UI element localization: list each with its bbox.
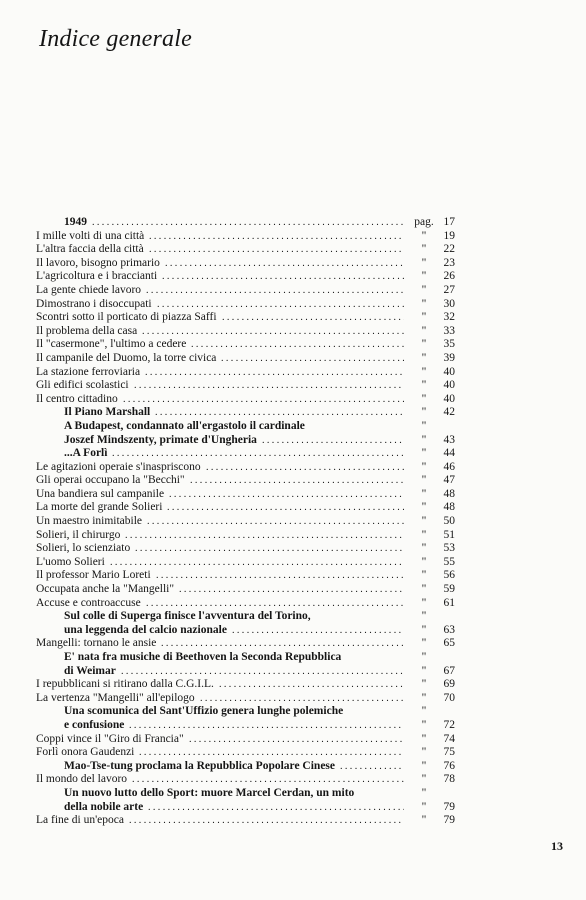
dot-leader (206, 461, 404, 475)
toc-entry-title: Joszef Mindszenty, primate d'Ungheria (64, 433, 257, 446)
ditto-mark: " (421, 283, 427, 296)
toc-entry-page: 39 (443, 351, 455, 364)
table-of-contents (36, 216, 456, 828)
toc-entry (36, 746, 456, 760)
toc-entry (36, 651, 456, 665)
dot-leader (145, 366, 404, 380)
ditto-mark: " (421, 338, 427, 351)
toc-entry-page: 19 (443, 229, 455, 242)
toc-entry-title: Le agitazioni operaie s'inaspriscono (36, 460, 201, 473)
dot-leader (147, 515, 404, 529)
ditto-mark: " (421, 555, 427, 568)
dot-leader (219, 678, 404, 692)
dot-leader (129, 814, 404, 828)
toc-entry-page: 65 (443, 637, 455, 650)
toc-entry-page: 40 (443, 392, 455, 405)
toc-entry-page: 46 (443, 460, 455, 473)
dot-leader (148, 801, 404, 815)
toc-entry (36, 733, 456, 747)
ditto-mark: " (421, 623, 427, 636)
toc-entry (36, 610, 456, 624)
dot-leader (121, 665, 404, 679)
toc-entry-page: 59 (443, 583, 455, 596)
toc-entry (36, 406, 456, 420)
dot-leader (232, 624, 404, 638)
toc-entry-page: 76 (443, 759, 455, 772)
ditto-mark: " (421, 270, 427, 283)
toc-entry-title: Accuse e controaccuse (36, 596, 141, 609)
toc-entry (36, 678, 456, 692)
ditto-mark: " (421, 365, 427, 378)
ditto-mark: " (421, 256, 427, 269)
toc-entry-page: 69 (443, 678, 455, 691)
dot-leader (123, 393, 404, 407)
toc-entry (36, 814, 456, 828)
toc-entry-title: Il Piano Marshall (64, 406, 151, 419)
toc-entry-title: L'uomo Solieri (36, 555, 105, 568)
ditto-mark: " (421, 528, 427, 541)
ditto-mark: " (421, 664, 427, 677)
ditto-mark: " (421, 460, 427, 473)
ditto-mark: " (421, 583, 427, 596)
toc-entry (36, 257, 456, 271)
toc-entry-title: Una scomunica del Sant'Uffizio genera lunghe polemiche (64, 705, 344, 718)
toc-entry-page: 27 (443, 283, 455, 296)
toc-entry (36, 556, 456, 570)
ditto-mark: " (421, 746, 427, 759)
toc-entry-title: Occupata anche la "Mangelli" (36, 583, 175, 596)
dot-leader (157, 298, 404, 312)
toc-entry-title: Il professor Mario Loreti (36, 569, 151, 582)
toc-entry (36, 597, 456, 611)
toc-entry-page: 67 (443, 664, 455, 677)
toc-entry-title: Scontri sotto il porticato di piazza Saffi (36, 311, 217, 324)
toc-entry (36, 583, 456, 597)
toc-entry (36, 542, 456, 556)
toc-entry (36, 352, 456, 366)
toc-entry-title: Il "casermone", l'ultimo a cedere (36, 338, 187, 351)
toc-entry-page: 51 (443, 528, 455, 541)
toc-entry (36, 665, 456, 679)
toc-entry-title: L'altra faccia della città (36, 243, 144, 256)
ditto-mark: " (421, 691, 427, 704)
ditto-mark: " (421, 800, 427, 813)
toc-entry-title: Gli operai occupano la "Becchi" (36, 474, 185, 487)
toc-entry-page: 53 (443, 542, 455, 555)
toc-entry (36, 420, 456, 434)
toc-entry-page: 75 (443, 746, 455, 759)
ditto-mark: " (421, 433, 427, 446)
toc-entry (36, 311, 456, 325)
toc-entry-page: 32 (443, 311, 455, 324)
ditto-mark: " (421, 569, 427, 582)
toc-entry-title: Il problema della casa (36, 324, 138, 337)
ditto-mark: " (421, 773, 427, 786)
dot-leader (129, 719, 404, 733)
toc-entry (36, 488, 456, 502)
dot-leader (110, 556, 404, 570)
ditto-mark: " (421, 311, 427, 324)
toc-entry-title: Un nuovo lutto dello Sport: muore Marcel Cerdan, un mito (64, 786, 355, 799)
toc-entry-title: Dimostrano i disoccupati (36, 297, 152, 310)
toc-entry-title: una leggenda del calcio nazionale (64, 623, 227, 636)
toc-entry-page: 30 (443, 297, 455, 310)
toc-entry (36, 787, 456, 801)
toc-entry (36, 529, 456, 543)
dot-leader (179, 583, 404, 597)
ditto-mark: " (421, 732, 427, 745)
toc-entry-title: Il centro cittadino (36, 392, 118, 405)
toc-entry (36, 366, 456, 380)
dot-leader (156, 569, 404, 583)
dot-leader (135, 542, 404, 556)
ditto-mark: " (421, 351, 427, 364)
toc-entry (36, 338, 456, 352)
toc-entry-page: 56 (443, 569, 455, 582)
toc-entry (36, 719, 456, 733)
dot-leader (165, 257, 404, 271)
toc-entry-page: 48 (443, 487, 455, 500)
toc-entry-title: La vertenza "Mangelli" all'epilogo (36, 691, 195, 704)
toc-entry-page: 23 (443, 256, 455, 269)
toc-entry (36, 801, 456, 815)
toc-entry-page: 78 (443, 773, 455, 786)
toc-entry-title: I mille volti di una città (36, 229, 145, 242)
dot-leader (132, 773, 404, 787)
toc-entry-page: 72 (443, 718, 455, 731)
toc-entry-page: 42 (443, 406, 455, 419)
toc-entry-page: 61 (443, 596, 455, 609)
toc-entry-page: 40 (443, 379, 455, 392)
toc-entry-title: Il campanile del Duomo, la torre civica (36, 351, 217, 364)
ditto-mark: " (421, 406, 427, 419)
dot-leader (134, 379, 404, 393)
ditto-mark: " (421, 487, 427, 500)
ditto-mark: " (421, 542, 427, 555)
toc-entry-title: Solieri, lo scienziato (36, 542, 131, 555)
dot-leader (92, 216, 404, 230)
toc-entry-page: 33 (443, 324, 455, 337)
toc-entry (36, 298, 456, 312)
toc-entry (36, 393, 456, 407)
dot-leader (155, 406, 404, 420)
page-title: Indice generale (39, 26, 192, 52)
toc-entry-page: 43 (443, 433, 455, 446)
ditto-mark: " (421, 718, 427, 731)
ditto-mark: " (421, 515, 427, 528)
toc-entry-page: 40 (443, 365, 455, 378)
toc-entry-title: di Weimar (64, 664, 116, 677)
dot-leader (162, 270, 404, 284)
toc-entry-page: 70 (443, 691, 455, 704)
ditto-mark: " (421, 759, 427, 772)
dot-leader (340, 760, 404, 774)
ditto-mark: " (421, 324, 427, 337)
toc-entry (36, 461, 456, 475)
toc-entry-page: 35 (443, 338, 455, 351)
toc-entry (36, 379, 456, 393)
toc-entry-title: Mao-Tse-tung proclama la Repubblica Popolare Cinese (64, 759, 336, 772)
ditto-mark: " (421, 392, 427, 405)
toc-entry-title: E' nata fra musiche di Beethoven la Seconda Repubblica (64, 651, 342, 663)
toc-entry (36, 447, 456, 461)
toc-entry (36, 284, 456, 298)
toc-entry-title: La stazione ferroviaria (36, 365, 141, 378)
toc-entry-page: 26 (443, 270, 455, 283)
toc-entry-page: 17 (443, 216, 455, 228)
toc-entry-title: Solieri, il chirurgo (36, 528, 121, 541)
toc-entry-page: 55 (443, 555, 455, 568)
toc-entry (36, 624, 456, 638)
ditto-mark: " (421, 651, 427, 663)
dot-leader (146, 597, 404, 611)
dot-leader (221, 352, 404, 366)
toc-entry-title: La morte del grande Solieri (36, 501, 163, 514)
toc-entry (36, 474, 456, 488)
toc-entry (36, 760, 456, 774)
dot-leader (112, 447, 404, 461)
dot-leader (139, 746, 404, 760)
toc-entry-title: Sul colle di Superga finisce l'avventura del Torino, (64, 610, 311, 623)
ditto-mark: " (421, 501, 427, 514)
toc-entry-page: 48 (443, 501, 455, 514)
toc-entry-page: 63 (443, 623, 455, 636)
ditto-mark: " (421, 596, 427, 609)
toc-entry-title: Il mondo del lavoro (36, 773, 128, 786)
dot-leader (142, 325, 404, 339)
toc-entry (36, 270, 456, 284)
toc-entry (36, 434, 456, 448)
toc-entry (36, 569, 456, 583)
toc-entry-title: 1949 (64, 216, 87, 228)
ditto-mark: " (421, 297, 427, 310)
toc-entry-page: 22 (443, 243, 455, 256)
toc-entry (36, 325, 456, 339)
toc-entry-page: 79 (443, 814, 455, 827)
ditto-mark: " (421, 474, 427, 487)
dot-leader (125, 529, 404, 543)
toc-entry-title: ...A Forlì (64, 447, 108, 460)
toc-entry-title: La fine di un'epoca (36, 814, 124, 827)
dot-leader (146, 284, 404, 298)
toc-entry-title: Gli edifici scolastici (36, 379, 129, 392)
toc-entry-title: Una bandiera sul campanile (36, 487, 165, 500)
toc-entry (36, 216, 456, 230)
toc-entry-title: Il lavoro, bisogno primario (36, 256, 160, 269)
toc-entry-title: della nobile arte (64, 800, 144, 813)
dot-leader (161, 637, 404, 651)
toc-entry-title: La gente chiede lavoro (36, 283, 142, 296)
ditto-mark: " (421, 243, 427, 256)
toc-entry-title: Un maestro inimitabile (36, 515, 143, 528)
dot-leader (191, 338, 404, 352)
dot-leader (200, 692, 404, 706)
toc-entry-title: Forlì onora Gaudenzi (36, 746, 135, 759)
toc-entry-title: A Budapest, condannato all'ergastolo il cardinale (64, 419, 305, 432)
toc-entry-title: L'agricoltura e i braccianti (36, 270, 158, 283)
dot-leader (167, 501, 404, 515)
toc-entry-page: 74 (443, 732, 455, 745)
toc-entry-title: e confusione (64, 718, 125, 731)
toc-entry-page: 50 (443, 515, 455, 528)
dot-leader (149, 243, 404, 257)
dot-leader (190, 474, 404, 488)
ditto-mark: " (421, 678, 427, 691)
toc-entry (36, 230, 456, 244)
ditto-mark: " (421, 447, 427, 460)
toc-entry (36, 692, 456, 706)
pag-label: pag. (414, 216, 434, 228)
ditto-mark: " (421, 705, 427, 718)
toc-entry (36, 515, 456, 529)
ditto-mark: " (421, 786, 427, 799)
dot-leader (189, 733, 404, 747)
toc-entry (36, 705, 456, 719)
ditto-mark: " (421, 814, 427, 827)
toc-entry-title: Mangelli: tornano le ansie (36, 637, 157, 650)
toc-entry (36, 637, 456, 651)
toc-entry-page: 44 (443, 447, 455, 460)
toc-entry (36, 773, 456, 787)
toc-entry-title: Coppi vince il "Giro di Francia" (36, 732, 184, 745)
ditto-mark: " (421, 379, 427, 392)
toc-entry-title: I repubblicani si ritirano dalla C.G.I.L. (36, 678, 214, 691)
toc-entry (36, 243, 456, 257)
toc-entry (36, 501, 456, 515)
ditto-mark: " (421, 637, 427, 650)
ditto-mark: " (421, 419, 427, 432)
dot-leader (169, 488, 404, 502)
ditto-mark: " (421, 610, 427, 623)
page-number: 13 (551, 839, 563, 853)
toc-entry-page: 47 (443, 474, 455, 487)
ditto-mark: " (421, 229, 427, 242)
dot-leader (222, 311, 404, 325)
toc-entry-page: 79 (443, 800, 455, 813)
dot-leader (149, 230, 404, 244)
dot-leader (262, 434, 404, 448)
